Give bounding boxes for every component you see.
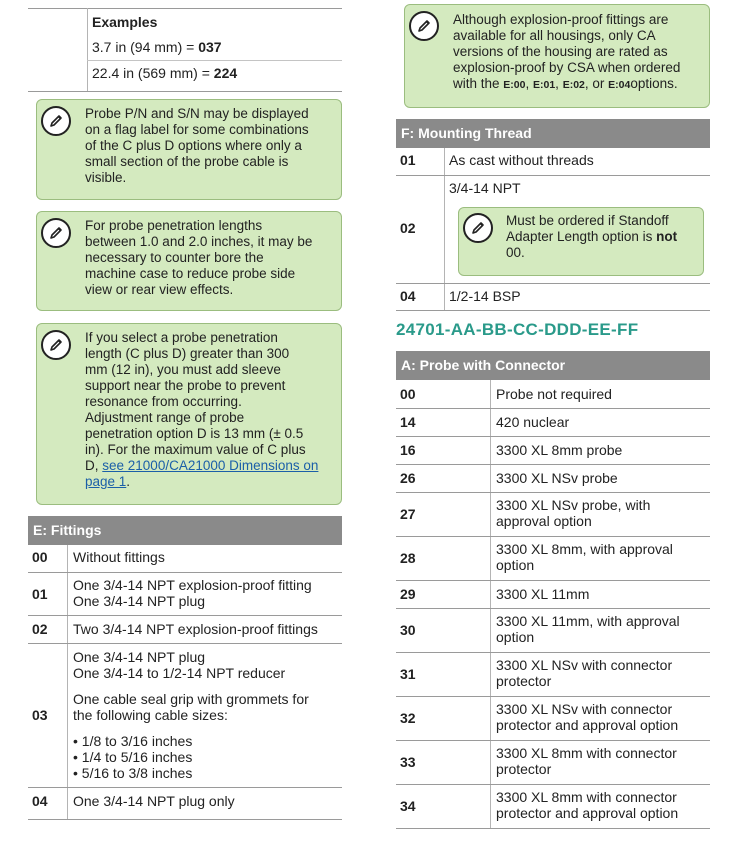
note-pn-sn xyxy=(36,99,342,200)
probe-code: 29 xyxy=(400,586,416,602)
pencil-icon xyxy=(41,106,71,136)
mounting-code: 01 xyxy=(400,152,416,168)
fitting-desc: One 3/4-14 NPT plug only xyxy=(73,793,235,809)
example-1: 3.7 in (94 mm) = 037 xyxy=(92,39,222,55)
fitting-desc: One 3/4-14 NPT explosion-proof fitting One 3/4-14 NPT plug xyxy=(73,577,312,609)
probe-code: 26 xyxy=(400,470,416,486)
fitting-code: 02 xyxy=(32,621,48,637)
divider xyxy=(396,608,710,609)
fitting-code: 03 xyxy=(32,707,48,723)
divider xyxy=(67,545,68,820)
note-sleeve-support xyxy=(36,323,342,505)
probe-code: 30 xyxy=(400,622,416,638)
probe-code: 16 xyxy=(400,442,416,458)
dimensions-link[interactable]: see 21000/CA21000 Dimensions on xyxy=(102,458,319,473)
note-counter-bore xyxy=(36,211,342,311)
divider xyxy=(396,175,710,176)
probe-desc: 3300 XL 8mm, with approval option xyxy=(496,541,673,573)
divider xyxy=(396,408,710,409)
note-text: Although explosion-proof fittings are available for all housings, only CA versions of the housing are rated as explosion-proof by CSA when ordered with the E:00, E:01, E:02, or E:04options. xyxy=(453,12,681,91)
divider xyxy=(28,8,342,9)
divider xyxy=(28,819,342,820)
probe-desc: 3300 XL 8mm with connector protector xyxy=(496,745,677,777)
probe-code: 28 xyxy=(400,550,416,566)
probe-desc: 3300 XL 8mm probe xyxy=(496,442,623,458)
note-text: For probe penetration lengths between 1.0 and 2.0 inches, it may be necessary to counter bore the machine case to reduce probe side view or rear view effects. xyxy=(85,218,313,297)
mounting-code: 04 xyxy=(400,288,416,304)
note-text: If you select a probe penetration length (C plus D) greater than 300 mm (12 in), you must add sleeve support near the probe to prevent resonance from occurring. Adjustment range of probe penetration option D is 13 mm (± 0.5 in). For the maximum value of C plus D, see 21000/CA21000 Dimensions on page 1. xyxy=(85,330,319,489)
probe-desc: 3300 XL NSv with connector protector xyxy=(496,657,673,689)
probe-header: A: Probe with Connector xyxy=(396,351,710,380)
divider xyxy=(396,580,710,581)
probe-desc: 3300 XL NSv probe, with approval option xyxy=(496,497,651,529)
probe-code: 00 xyxy=(400,386,416,402)
fitting-desc: Two 3/4-14 NPT explosion-proof fittings xyxy=(73,621,318,637)
pencil-icon xyxy=(41,330,71,360)
probe-code: 27 xyxy=(400,506,416,522)
example-2: 22.4 in (569 mm) = 224 xyxy=(92,65,238,81)
fitting-desc: Without fittings xyxy=(73,549,165,565)
mounting-header: F: Mounting Thread xyxy=(396,119,710,148)
model-code-heading: 24701-AA-BB-CC-DDD-EE-FF xyxy=(396,320,639,339)
divider xyxy=(396,740,710,741)
probe-desc: 3300 XL NSv with connector protector and approval option xyxy=(496,701,679,733)
mounting-code: 02 xyxy=(400,220,416,236)
probe-desc: Probe not required xyxy=(496,386,612,402)
note-text: Probe P/N and S/N may be displayed on a flag label for some combinations of the C plus D options where only a small section of the probe cable is visible. xyxy=(85,106,309,185)
divider xyxy=(396,652,710,653)
probe-code: 31 xyxy=(400,666,416,682)
mounting-desc: As cast without threads xyxy=(449,152,594,168)
fittings-header: E: Fittings xyxy=(28,516,342,545)
note-standoff xyxy=(458,207,704,276)
note-text: Must be ordered if Standoff Adapter Length option is not 00. xyxy=(506,213,678,260)
examples-heading: Examples xyxy=(92,14,158,30)
divider xyxy=(396,492,710,493)
probe-code: 14 xyxy=(400,414,416,430)
probe-desc: 3300 XL 8mm with connector protector and approval option xyxy=(496,789,679,821)
divider xyxy=(28,615,342,616)
divider xyxy=(87,60,342,61)
mounting-desc: 3/4-14 NPT xyxy=(449,180,521,196)
dimensions-link-page[interactable]: page 1 xyxy=(85,474,127,489)
divider xyxy=(396,828,710,829)
probe-desc: 3300 XL 11mm, with approval option xyxy=(496,613,680,645)
pencil-icon xyxy=(463,213,493,243)
pencil-icon xyxy=(41,218,71,248)
divider xyxy=(396,310,710,311)
divider xyxy=(396,436,710,437)
note-explosion-proof xyxy=(404,4,710,108)
divider xyxy=(490,380,491,828)
mounting-desc: 1/2-14 BSP xyxy=(449,288,521,304)
probe-desc: 3300 XL NSv probe xyxy=(496,470,618,486)
divider xyxy=(396,784,710,785)
probe-code: 33 xyxy=(400,754,416,770)
divider xyxy=(396,283,710,284)
divider xyxy=(28,787,342,788)
divider xyxy=(444,148,445,310)
divider xyxy=(28,91,342,92)
divider xyxy=(396,696,710,697)
fitting-code: 04 xyxy=(32,793,48,809)
pencil-icon xyxy=(409,11,439,41)
fitting-desc: One 3/4-14 NPT plug One 3/4-14 to 1/2-14 NPT reducer One cable seal grip with grommets for the following cable sizes: • 1/8 to 3/16 inches • 1/4 to 5/16 inches • 5/16 to 3/8 inches xyxy=(73,649,309,781)
divider xyxy=(396,464,710,465)
fitting-code: 00 xyxy=(32,549,48,565)
probe-desc: 420 nuclear xyxy=(496,414,570,430)
divider xyxy=(396,536,710,537)
divider xyxy=(87,8,88,92)
fitting-code: 01 xyxy=(32,586,48,602)
probe-desc: 3300 XL 11mm xyxy=(496,586,590,602)
divider xyxy=(28,572,342,573)
probe-code: 34 xyxy=(400,798,416,814)
divider xyxy=(28,643,342,644)
probe-code: 32 xyxy=(400,710,416,726)
